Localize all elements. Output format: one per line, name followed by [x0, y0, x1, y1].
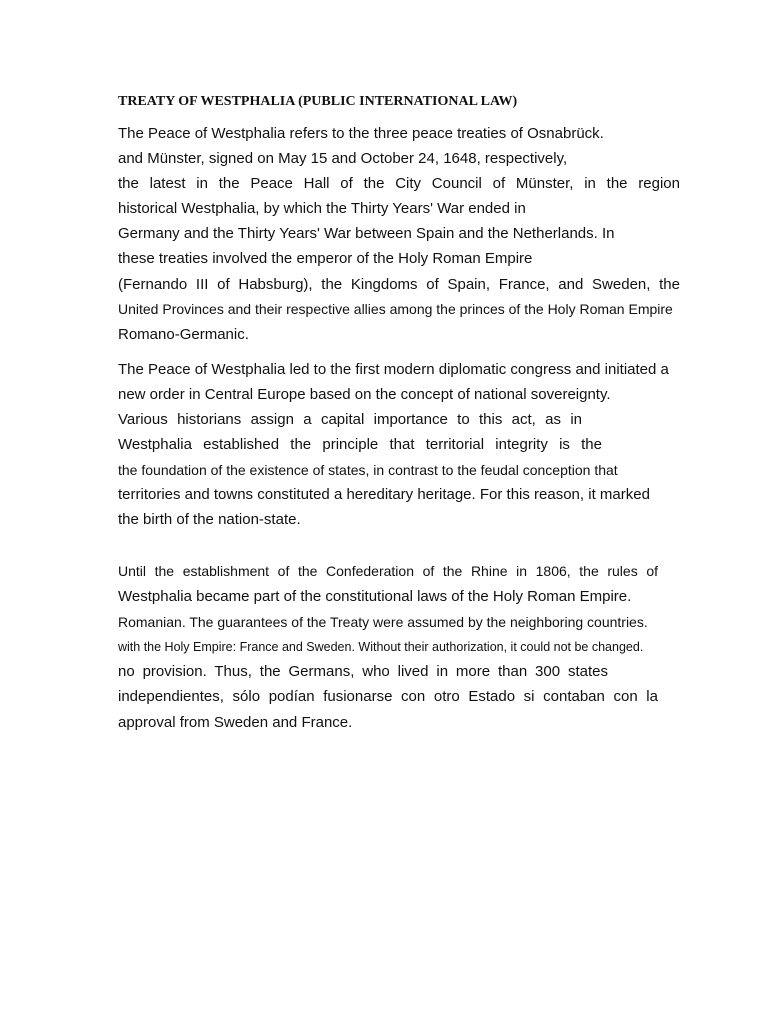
paragraph-1-line-7: (Fernando III of Habsburg), the Kingdoms of Spain, France, and Sweden, the: [118, 276, 680, 293]
paragraph-2-line-4: Westphalia established the principle that territorial integrity is the: [118, 436, 602, 453]
paragraph-2-line-2: new order in Central Europe based on the concept of national sovereignty.: [118, 386, 611, 403]
paragraph-1-line-3: the latest in the Peace Hall of the City Council of Münster, in the region: [118, 175, 680, 192]
paragraph-3-line-2: Westphalia became part of the constitutional laws of the Holy Roman Empire.: [118, 588, 632, 605]
paragraph-1-line-1: The Peace of Westphalia refers to the three peace treaties of Osnabrück.: [118, 125, 604, 142]
paragraph-3-line-1: Until the establishment of the Confederation of the Rhine in 1806, the rules of: [118, 563, 658, 579]
paragraph-3-line-5: no provision. Thus, the Germans, who lived in more than 300 states: [118, 663, 608, 680]
paragraph-1-line-5: Germany and the Thirty Years' War between Spain and the Netherlands. In: [118, 225, 615, 242]
paragraph-3-line-3: Romanian. The guarantees of the Treaty were assumed by the neighboring countries.: [118, 614, 648, 630]
paragraph-3-line-6: independientes, sólo podían fusionarse con otro Estado si contaban con la: [118, 688, 658, 705]
document-title: TREATY OF WESTPHALIA (PUBLIC INTERNATIONAL LAW): [118, 94, 518, 109]
paragraph-3-line-4: with the Holy Empire: France and Sweden. Without their authorization, it could not be changed.: [118, 640, 644, 654]
paragraph-1-line-2: and Münster, signed on May 15 and October 24, 1648, respectively,: [118, 150, 568, 167]
paragraph-1-line-6: these treaties involved the emperor of the Holy Roman Empire: [118, 250, 533, 267]
paragraph-2-line-1: The Peace of Westphalia led to the first modern diplomatic congress and initiated a: [118, 361, 669, 378]
paragraph-1-line-4: historical Westphalia, by which the Thirty Years' War ended in: [118, 200, 526, 217]
paragraph-3-line-7: approval from Sweden and France.: [118, 714, 353, 731]
paragraph-2-line-7: the birth of the nation-state.: [118, 511, 301, 528]
paragraph-2-line-6: territories and towns constituted a hereditary heritage. For this reason, it marked: [118, 486, 650, 503]
paragraph-1-line-9: Romano-Germanic.: [118, 326, 249, 343]
paragraph-1-line-8: United Provinces and their respective allies among the princes of the Holy Roman Empire: [118, 301, 673, 317]
paragraph-2-line-3: Various historians assign a capital importance to this act, as in: [118, 411, 582, 428]
paragraph-2-line-5: the foundation of the existence of states, in contrast to the feudal conception that: [118, 462, 618, 478]
